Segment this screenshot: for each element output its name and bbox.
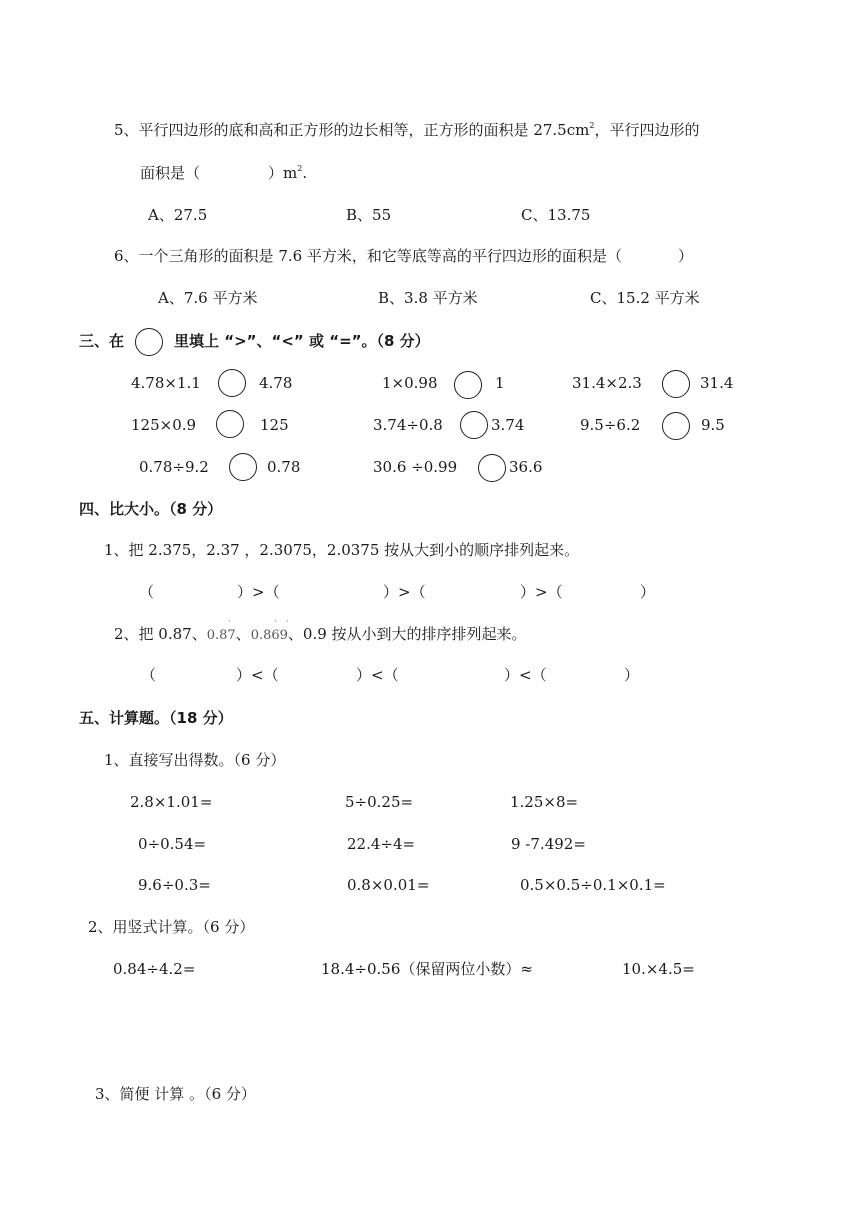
compare-left: 30.6 ÷0.99 [373,458,458,476]
q5-option-a: A、27.5 [148,206,208,224]
direct-calc-item: 2.8×1.01= [130,793,213,811]
q6-close: ） [677,247,693,265]
q6-option-b: B、3.8 平方米 [378,289,478,307]
section4-q2-sep: 、 [235,625,251,643]
order-blank-close: ） [624,666,640,684]
direct-calc-item: 0÷0.54= [138,835,207,853]
compare-circle[interactable] [460,411,488,439]
section5-title: 五、计算题。（18 分） [79,709,233,727]
q5-text: 5、平行四边形的底和高和正方形的边长相等，正方形的面积是 27.5cm [114,121,590,139]
repeating-decimal-1 [206,620,236,646]
compare-circle[interactable] [229,453,257,481]
compare-right: 36.6 [509,458,543,476]
compare-circle[interactable] [454,371,482,399]
section4-q2-pre: 2、把 0.87、 [114,625,207,643]
compare-right: 1 [495,374,505,392]
q5-answer-unit: ）m [268,164,298,182]
q5-superscript: 2 [589,121,595,130]
direct-calc-item: 1.25×8= [510,793,579,811]
compare-circle[interactable] [662,370,690,398]
q5-line2 [140,163,307,183]
q5-line1 [114,120,699,140]
compare-right: 4.78 [259,374,293,392]
compare-circle[interactable] [218,369,246,397]
compare-left: 4.78×1.1 [131,374,201,392]
section5-sub2: 2、用竖式计算。（6 分） [88,918,255,936]
direct-calc-item: 5÷0.25= [345,793,414,811]
compare-right: 0.78 [267,458,301,476]
vertical-calc-item: 18.4÷0.56（保留两位小数）≈ [321,960,533,978]
section3-title-post: 里填上 “>”、“<” 或 “=”。（8 分） [174,332,430,350]
section5-sub1: 1、直接写出得数。（6 分） [104,751,286,769]
vertical-calc-item: 10.×4.5= [622,960,695,978]
compare-right: 9.5 [701,416,725,434]
compare-right: 31.4 [700,374,734,392]
compare-left: 125×0.9 [131,416,197,434]
section3-title-pre: 三、在 [79,332,125,350]
direct-calc-item: 22.4÷4= [347,835,416,853]
vertical-calc-item: 0.84÷4.2= [113,960,196,978]
compare-right: 125 [260,416,289,434]
order-blank-sep: ）>（ [520,583,563,601]
section5-sub3: 3、简便 计算 。（6 分） [95,1085,256,1103]
compare-left: 3.74÷0.8 [373,416,443,434]
q5-option-c: C、13.75 [521,206,591,224]
direct-calc-item: 9 -7.492= [511,835,586,853]
order-blank-sep: ）<（ [504,666,547,684]
section4-q1: 1、把 2.375，2.37 ，2.3075，2.0375 按从大到小的顺序排列起来。 [104,541,580,559]
compare-left: 1×0.98 [382,374,438,392]
compare-left: 31.4×2.3 [572,374,642,392]
section4-q2 [114,620,527,646]
direct-calc-item: 0.8×0.01= [347,876,430,894]
order-blank-sep: ）<（ [356,666,399,684]
repeating-decimal-2 [250,620,290,646]
repeating-decimal-2-value: 0.869 [250,628,288,643]
q5-text-tail: ，平行四边形的 [594,121,700,139]
compare-right: 3.74 [491,416,525,434]
q5-unit-superscript: 2 [297,164,303,173]
section4-title: 四、比大小。（8 分） [79,500,223,518]
q5-option-b: B、55 [346,206,392,224]
repeat-dot: ˙ [226,620,232,631]
section4-q2-post: 、0.9 按从小到大的排序排列起来。 [287,625,527,643]
repeat-dot: ˙ [284,620,290,631]
compare-circle[interactable] [216,410,244,438]
repeat-dot: ˙ [272,620,278,631]
q6-option-c: C、15.2 平方米 [590,289,700,307]
compare-left: 0.78÷9.2 [139,458,209,476]
order-blank-sep: ）>（ [383,583,426,601]
q5-period: . [302,164,308,182]
q6-text: 6、一个三角形的面积是 7.6 平方米，和它等底等高的平行四边形的面积是（ [114,247,622,265]
q6-line [114,246,693,266]
compare-circle[interactable] [662,412,690,440]
q5-answer-open: 面积是（ [140,164,201,182]
order-blank-open: （ [139,583,155,601]
direct-calc-item: 9.6÷0.3= [138,876,211,894]
order-blank-sep: ）>（ [237,583,280,601]
compare-circle[interactable] [478,454,506,482]
repeating-decimal-1-value: 0.87 [206,628,236,643]
order-blank-close: ） [640,583,656,601]
direct-calc-item: 0.5×0.5÷0.1×0.1= [520,876,666,894]
order-blank-sep: ）<（ [236,666,279,684]
order-blank-open: （ [141,666,157,684]
q6-option-a: A、7.6 平方米 [158,289,258,307]
section3-title-circle [135,328,163,356]
compare-left: 9.5÷6.2 [580,416,641,434]
